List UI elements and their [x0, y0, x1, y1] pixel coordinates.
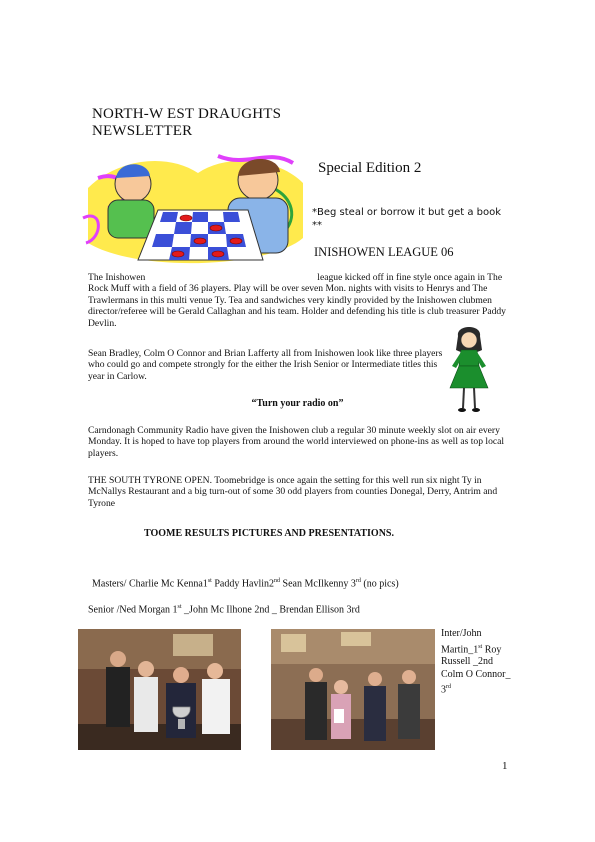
- senior-rest: _John Mc Ilhone 2nd _ Brendan Ellison 3rd: [181, 604, 360, 616]
- results-heading: TOOME RESULTS PICTURES AND PRESENTATIONS.: [144, 528, 394, 539]
- contenders-paragraph: Sean Bradley, Colm O Connor and Brian Lafferty all from Inishowen look like three players who could go and compete strongly for the either the Irish Senior or Intermediate titles this year in Carlow.: [88, 348, 443, 382]
- masters-third: Sean McIlkenny 3: [280, 578, 356, 590]
- inter-first-sup: st: [478, 643, 483, 650]
- radio-paragraph: Carndonagh Community Radio have given the Inishowen club a regular 30 minute weekly slot on air every Monday. It is hoped to have top players from around the world interviewed on phone-ins as well as top local players.: [88, 425, 505, 459]
- masters-first: Masters/ Charlie Mc Kenna1: [92, 578, 208, 590]
- senior-first-sup: st: [177, 604, 182, 610]
- page-number: 1: [502, 760, 508, 772]
- senior-first: Senior /Ned Morgan 1: [88, 604, 178, 616]
- newsletter-title: [92, 106, 281, 140]
- masters-results: [92, 578, 399, 589]
- league-paragraph-start: The Inishowen: [88, 272, 146, 283]
- league-heading: INISHOWEN LEAGUE 06: [314, 245, 454, 259]
- intermediate-results: [441, 628, 511, 697]
- inter-first: Inter/John Martin_1: [441, 628, 482, 655]
- league-paragraph-rest: league kicked off in fine style once again in The Rock Muff with a field of 36 players. Play will be over seven Mon. nights with visits to Henrys and The Trawlermans in this multi venue Ty. Tea and sandwiches very kindly provided by the Inishowen clubmen director/referee will be Gerald Callaghan and his team. Holder and defending his title is club treasurer Paddy Devlin.: [88, 272, 506, 329]
- masters-presentation-photo: [78, 629, 241, 750]
- masters-second: Paddy Havlin2: [211, 578, 275, 590]
- edition-label: Special Edition 2: [318, 160, 422, 176]
- inter-rest: Roy Russell _2nd Colm O Connor_ 3: [441, 643, 511, 696]
- masters-note: (no pics): [360, 578, 399, 590]
- tagline: *Beg steal or borrow it but get a book **: [312, 207, 502, 231]
- league-paragraph: [88, 272, 510, 329]
- title-line-2: NEWSLETTER: [92, 123, 193, 139]
- tyrone-open-paragraph: THE SOUTH TYRONE OPEN. Toomebridge is once again the setting for this well run six night Ty in McNallys Restaurant and a big turn-out of some 30 odd players from counties Donegal, Derry, Antrim and Tyrone: [88, 475, 498, 509]
- senior-presentation-photo: [271, 629, 435, 750]
- masters-second-sup: nd: [274, 578, 281, 584]
- radio-heading: “Turn your radio on”: [251, 398, 344, 409]
- masters-first-sup: st: [207, 578, 212, 584]
- senior-results: [88, 604, 360, 615]
- draughts-players-clipart: [78, 148, 308, 280]
- title-line-1: NORTH-W EST DRAUGHTS: [92, 106, 282, 122]
- masters-third-sup: rd: [355, 578, 361, 584]
- inter-third-sup: rd: [446, 684, 451, 691]
